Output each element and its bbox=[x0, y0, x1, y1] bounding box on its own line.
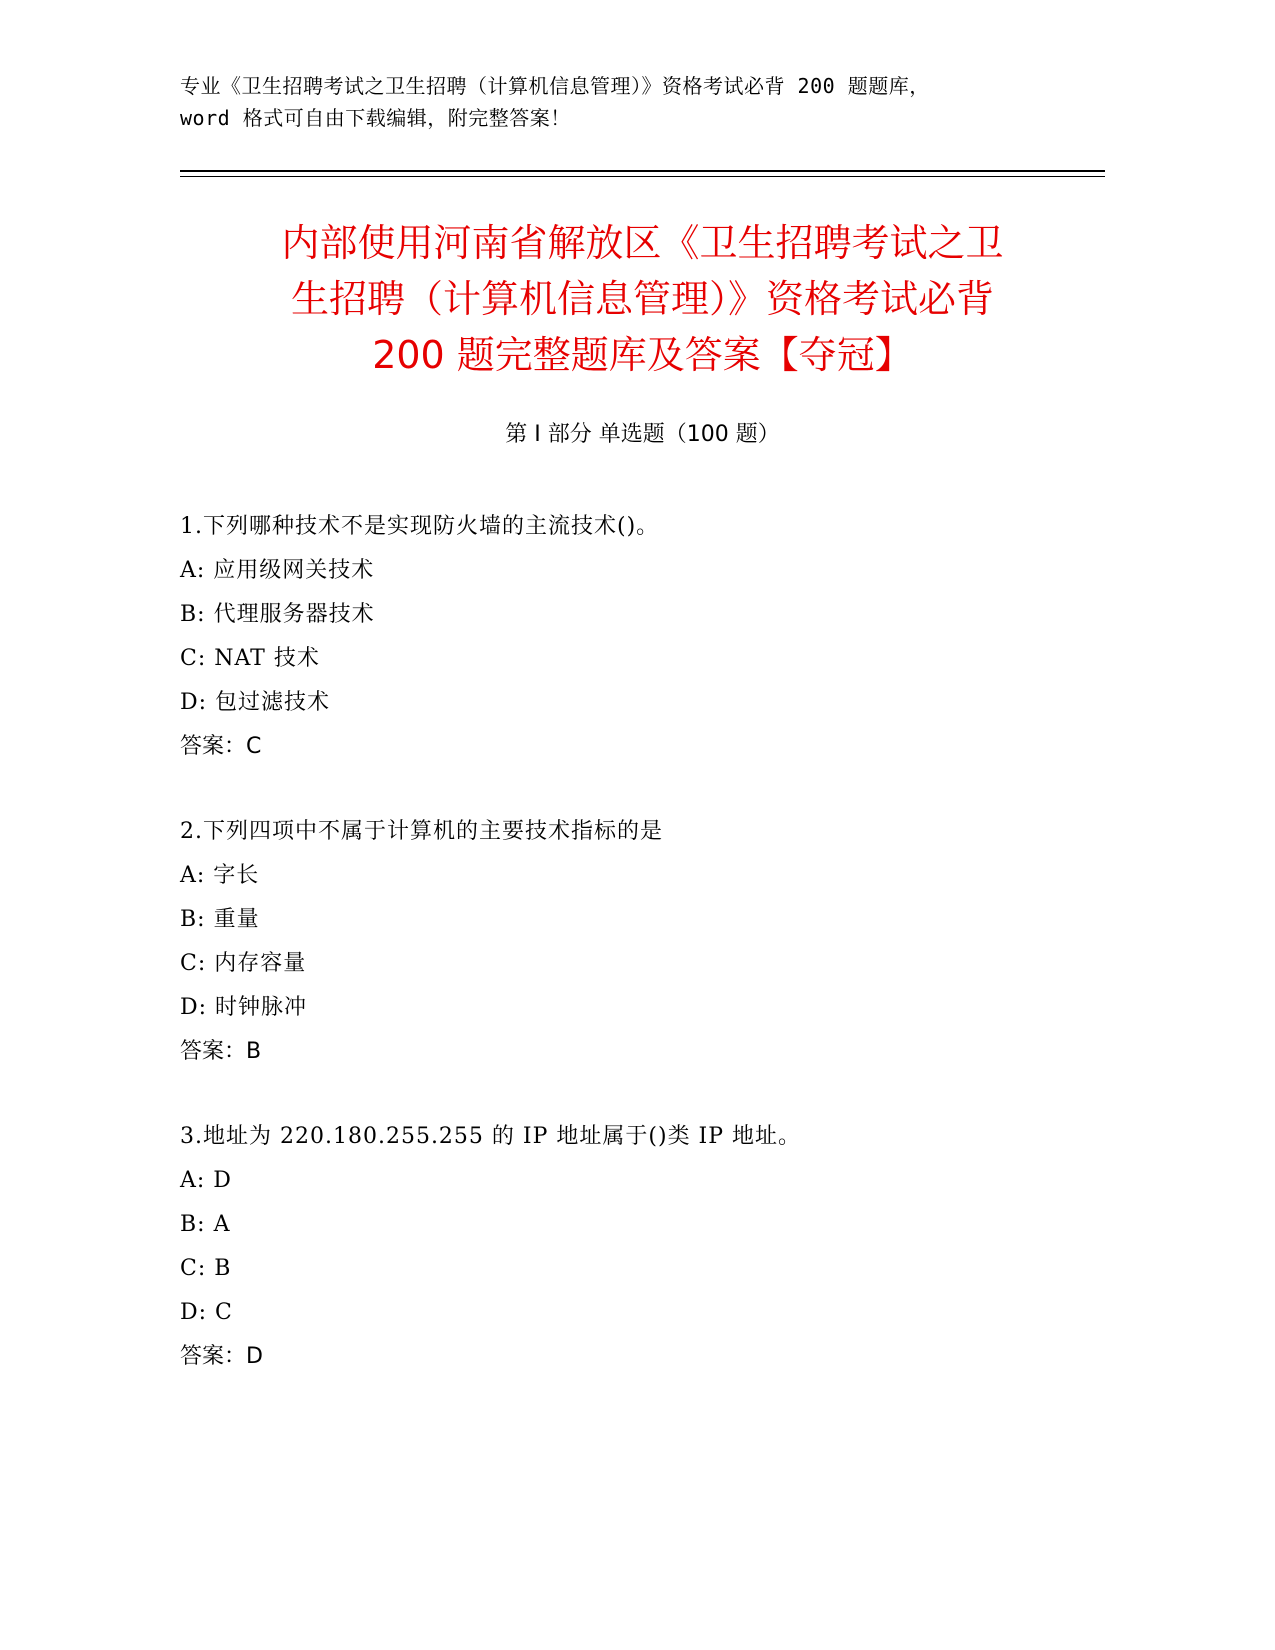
option-d: D: 包过滤技术 bbox=[180, 690, 331, 715]
question-text: 3.地址为 220.180.255.255 的 IP 地址属于()类 IP 地址。 bbox=[180, 1124, 802, 1149]
option-a: A: 字长 bbox=[180, 863, 260, 888]
question-text: 1.下列哪种技术不是实现防火墙的主流技术()。 bbox=[180, 514, 660, 539]
answer-text: 答案：D bbox=[180, 1344, 263, 1369]
option-c: C: 内存容量 bbox=[180, 951, 307, 976]
header-divider-thick bbox=[180, 170, 1105, 172]
option-a: A: D bbox=[180, 1168, 232, 1193]
option-c: C: B bbox=[180, 1256, 232, 1281]
option-d: D: C bbox=[180, 1300, 233, 1325]
header-note-line-2: word 格式可自由下载编辑，附完整答案！ bbox=[180, 106, 571, 130]
question-item bbox=[180, 505, 1105, 769]
document-title-line-1: 内部使用河南省解放区《卫生招聘考试之卫 bbox=[281, 221, 1004, 265]
header-note-line-1: 专业《卫生招聘考试之卫生招聘（计算机信息管理）》资格考试必背 200 题题库， bbox=[180, 74, 930, 98]
option-b: B: A bbox=[180, 1212, 231, 1237]
question-item bbox=[180, 1115, 1105, 1379]
option-c: C: NAT 技术 bbox=[180, 646, 320, 671]
option-d: D: 时钟脉冲 bbox=[180, 995, 308, 1020]
section-title: 第 I 部分 单选题（100 题） bbox=[505, 422, 780, 447]
document-title-line-2: 生招聘（计算机信息管理）》资格考试必背 bbox=[290, 277, 994, 321]
header-note bbox=[180, 70, 1080, 134]
header-divider-thin bbox=[180, 176, 1105, 177]
question-list bbox=[180, 505, 1105, 1420]
option-b: B: 重量 bbox=[180, 907, 260, 932]
document-title-line-3: 200 题完整题库及答案【夺冠】 bbox=[372, 333, 913, 377]
option-b: B: 代理服务器技术 bbox=[180, 602, 375, 627]
question-text: 2.下列四项中不属于计算机的主要技术指标的是 bbox=[180, 819, 663, 844]
question-item bbox=[180, 810, 1105, 1074]
document-title bbox=[180, 215, 1105, 383]
option-a: A: 应用级网关技术 bbox=[180, 558, 375, 583]
answer-text: 答案：B bbox=[180, 1039, 262, 1064]
answer-text: 答案：C bbox=[180, 734, 262, 759]
